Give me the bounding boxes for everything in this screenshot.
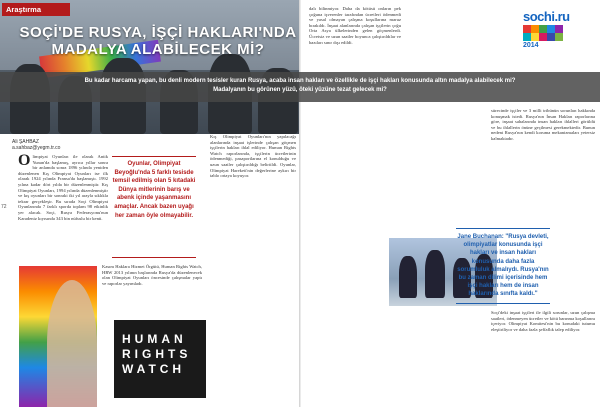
drop-cap: O	[18, 154, 31, 169]
section-tag: Araştırma	[2, 3, 70, 16]
byline	[12, 139, 60, 151]
rainbow-flag-photo	[19, 266, 97, 407]
article-column-2-lower: Kasım Haklara Hizmet Örgütü, Human Rights Watch, HRW 2013 yılının başlarında Rusya'da düzenlenecek olan Olimpiyat Oyunları öncesinde çalışmalar yaptı ve raporlar yayımladı.	[102, 264, 202, 286]
author-email: a.sahbaz@yegm.tr.co	[12, 145, 61, 151]
article-column-3: dalı bilinmiyor. Daha da kötüsü onların pek çoğuna işverenler tarafından ücretleri ödenmedi ve yasal olmayan çalışma koşullarına maruz bırakıldı. İnşaat alanlarında çalışan işçilerin çoğu Orta Asya ülkelerinden gelen göçmenlerdi. Ücretsiz ve uzun saatler boyunca çalıştırıldılar ve bazıları sınır dışı edildi.	[309, 6, 401, 45]
author-name: Ali ŞAHBAZ	[12, 139, 39, 145]
pull-quote-right: Jane Buchanan: "Rusya devleti, olimpiyatlar konusunda işçi hakları ve insan hakları konusunda daha fazla sorumluluk almalıydı. Rusya'nın bu zaman dilimi içerisinde hem işçi hakları hem de insan haklarında sınıfta kaldı."	[456, 228, 550, 304]
lead-paragraph: Bu kadar harcama yapan, bu denli modern tesisler kuran Rusya, acaba insan hakları ve özellikle de işçi hakları konusunda altın madalya alabilecek mi? Madalyanın bu görünen yüzü, öteki yüzüne tezat gelecek mi?	[0, 72, 600, 102]
article-title: SOÇİ'DE RUSYA, İŞÇİ HAKLARI'NDA MADALYA ALABİLECEK Mİ?	[19, 24, 297, 58]
sochi-logo: sochi.ru 2014	[523, 9, 570, 49]
right-page	[301, 0, 600, 407]
page-number: 72	[1, 204, 7, 210]
article-column-2: Kış Olimpiyat Oyunları'nın yapılacağı alanlarında inşaat işlerinde çalışan göçmen işçilerin hakları ihlal ediliyor. Human Rights Watch raporlarında, işçilerin ücretlerinin ödenmediği, pasaportlarına el konulduğu ve uzun saatler çalıştırıldığı belirtildi. Oyunlar, Olimpiyat Hareketi'nin değerlerine aykırı bir tablo ortaya koyuyor.	[210, 134, 296, 179]
article-column-4: sürecinde işçiler ve 3 milli tribünün sorunları hakkında konuşmak istedi. Rusya'nın İnsan Hakları raporlarına göre, inşaat sahalarında insan hakları ihlalleri görüldü ve bu ihlallerin önüne geçilmesi gerekmektedir. Bunun nedeni Rusya'nın kendi koruma mekanizmaları yetersiz kalmaktadır.	[491, 108, 595, 141]
pull-quote-left: Oyunlar, Olimpiyat Beyoğlu'nda 5 farklı tesisde temsil edilmiş olan 5 kıtadaki Dünya mitlerinin barış ve abenk içinde yaşanmasını amaçlar. Ancak bazen uyağı her zaman öyle olmayabilir.	[112, 156, 196, 258]
logo-tiles	[523, 25, 563, 41]
article-column-1: Olimpiyat Oyunları ile olarak Antik Yunan'da başlamış, ayrıca yıllar sonra bir anlamda sonra 1896 yılında yeniden düzenlenen Kış Olimpiyat Oyunları ise ilk olarak 1924 yılında Fransa'da başlamıştı. 1992 yılına kadar dört yılda bir düzenlenmiştir. Kış Olimpiyat Oyunları, 1994 yılında düzenlenmiştir ve kış oyunları bir sonraki iki yıl arayla sıklıkla tekrar gerçekleşir. Bu sırada Soçi Olimpiyat Oyunlarında 7 farklı sporda toplam 98 etkinlik yer alacak. Soçi, Rusya Federasyonu'nun Karadeniz kıyısında 343 bin nüfuslu bir kenti.	[18, 154, 108, 221]
left-page	[0, 0, 299, 407]
hero-image	[0, 0, 299, 134]
hrw-logo: HUMAN RIGHTS WATCH	[114, 320, 206, 398]
article-column-4-lower: Soçi'deki inşaat işçileri ile ilgili sorunlar, uzun çalışma saatleri, ödenmeyen ücretler ve kötü barınma koşullarını içeriyor. Olimpiyat Komitesi'nin bu konudaki tutumu eleştiriliyor ve daha fazla şeffaflık talep ediliyor.	[491, 310, 595, 332]
